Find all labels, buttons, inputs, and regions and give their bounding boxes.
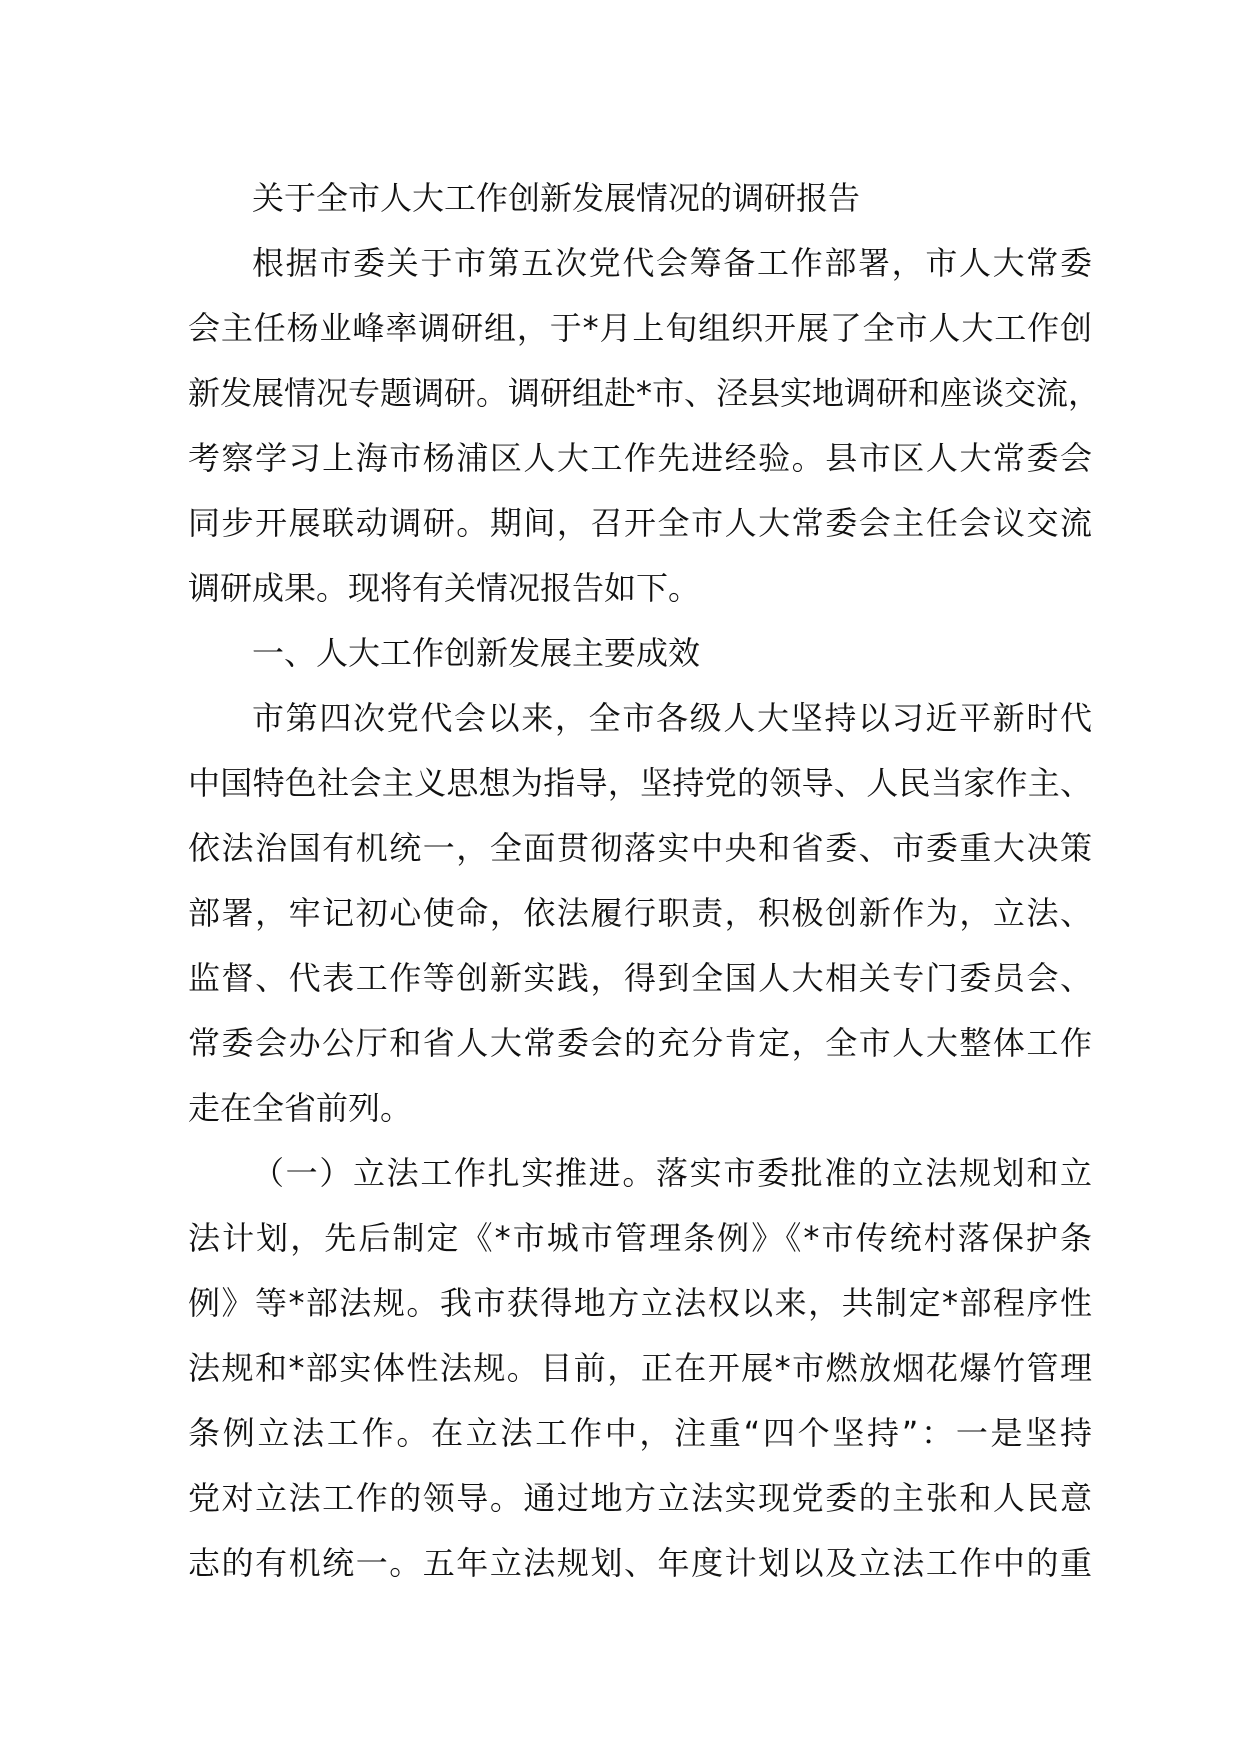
section-heading: 一、人大工作创新发展主要成效: [252, 634, 701, 672]
paragraph-line: 常委会办公厅和省人大常委会的充分肯定，全市人大整体工作: [188, 1024, 1092, 1062]
paragraph-research-intro: [188, 231, 1101, 621]
paragraph-line: 法规和*部实体性法规。目前，正在开展*市燃放烟花爆竹管理: [188, 1349, 1092, 1387]
section-heading-1: [188, 621, 1092, 686]
paragraph-line: 走在全省前列。: [188, 1089, 413, 1127]
paragraph-line: 新发展情况专题调研。调研组赴*市、泾县实地调研和座谈交流，: [188, 374, 1101, 412]
paragraph-line: 考察学习上海市杨浦区人大工作先进经验。县市区人大常委会: [188, 439, 1092, 477]
paragraph-line: 志的有机统一。五年立法规划、年度计划以及立法工作中的重: [188, 1544, 1092, 1582]
paragraph-achievements: [188, 686, 1092, 1141]
paragraph-line: 法计划，先后制定《*市城市管理条例》《*市传统村落保护条: [188, 1219, 1092, 1257]
paragraph-line: 党对立法工作的领导。通过地方立法实现党委的主张和人民意: [188, 1479, 1092, 1517]
paragraph-line: 部署，牢记初心使命，依法履行职责，积极创新作为，立法、: [188, 894, 1092, 932]
paragraph-line: 监督、代表工作等创新实践，得到全国人大相关专门委员会、: [188, 959, 1092, 997]
paragraph-line: 条例立法工作。在立法工作中，注重“四个坚持”：一是坚持: [188, 1414, 1092, 1452]
paragraph-line: 例》等*部法规。我市获得地方立法权以来，共制定*部程序性: [188, 1284, 1092, 1322]
paragraph-line: 会主任杨业峰率调研组，于*月上旬组织开展了全市人大工作创: [188, 309, 1092, 347]
document-title: 关于全市人大工作创新发展情况的调研报告: [252, 179, 861, 217]
paragraph-line: 市第四次党代会以来，全市各级人大坚持以习近平新时代: [252, 699, 1092, 737]
paragraph-line: （一）立法工作扎实推进。落实市委批准的立法规划和立: [252, 1154, 1092, 1192]
paragraph-line: 中国特色社会主义思想为指导，坚持党的领导、人民当家作主、: [188, 764, 1092, 802]
paragraph-line: 根据市委关于市第五次党代会筹备工作部署，市人大常委: [252, 244, 1092, 282]
paragraph-line: 调研成果。现将有关情况报告如下。: [188, 569, 701, 607]
paragraph-legislation: [188, 1141, 1092, 1596]
document-page: [188, 166, 1101, 1596]
paragraph-line: 同步开展联动调研。期间，召开全市人大常委会主任会议交流: [188, 504, 1092, 542]
paragraph-line: 依法治国有机统一，全面贯彻落实中央和省委、市委重大决策: [188, 829, 1092, 867]
